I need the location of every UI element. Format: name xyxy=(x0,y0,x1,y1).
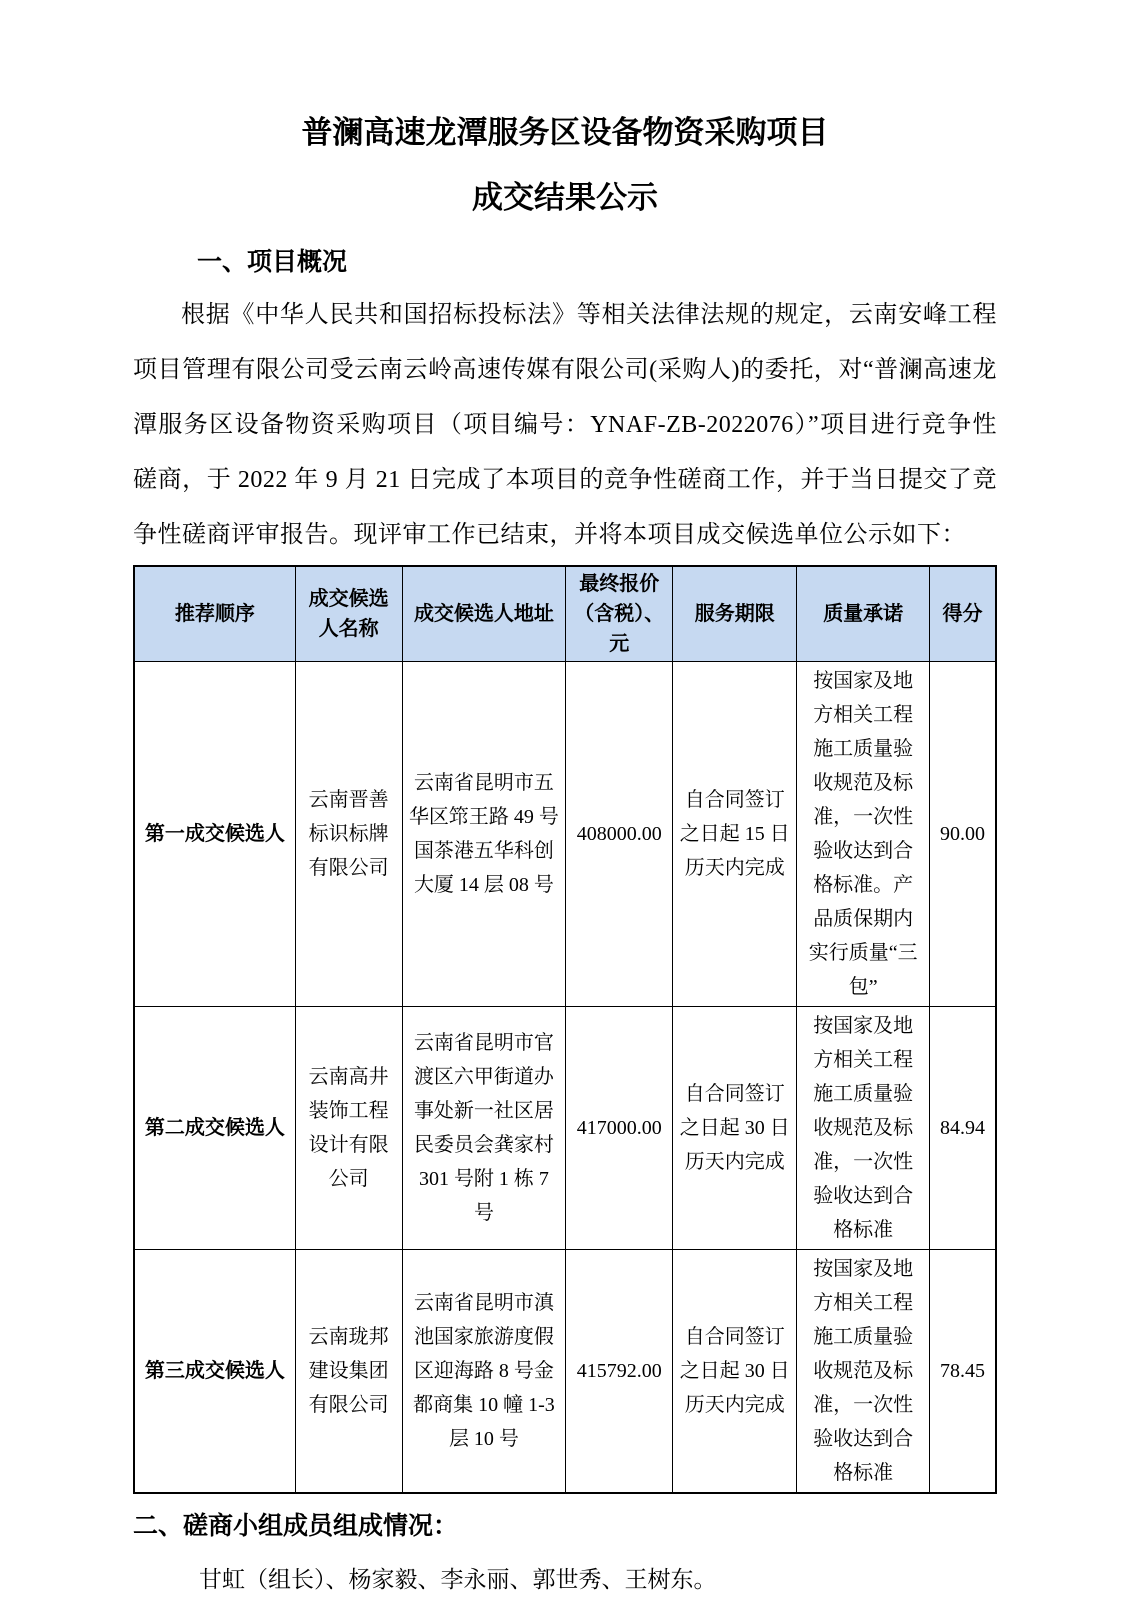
quality-promise-cell: 按国家及地方相关工程施工质量验收规范及标准，一次性验收达到合格标准 xyxy=(797,1250,930,1494)
quality-promise-cell: 按国家及地方相关工程施工质量验收规范及标准，一次性验收达到合格标准。产品质保期内实行质量“三包” xyxy=(797,662,930,1007)
column-header-final-price: 最终报价（含税）、元 xyxy=(566,566,673,662)
final-price-cell: 415792.00 xyxy=(566,1250,673,1494)
rank-cell: 第二成交候选人 xyxy=(134,1007,295,1250)
document-title-line-2: 成交结果公示 xyxy=(472,180,658,215)
final-price-cell: 417000.00 xyxy=(566,1007,673,1250)
rank-cell: 第三成交候选人 xyxy=(134,1250,295,1494)
quality-promise-cell: 按国家及地方相关工程施工质量验收规范及标准，一次性验收达到合格标准 xyxy=(797,1007,930,1250)
table-header-row xyxy=(134,566,996,662)
rank-cell: 第一成交候选人 xyxy=(134,662,295,1007)
candidate-name-cell: 云南高井装饰工程设计有限公司 xyxy=(295,1007,402,1250)
service-period-cell: 自合同签订之日起 30 日历天内完成 xyxy=(673,1250,797,1494)
score-cell: 78.45 xyxy=(930,1250,996,1494)
column-header-candidate-name: 成交候选人名称 xyxy=(295,566,402,662)
service-period-cell: 自合同签订之日起 30 日历天内完成 xyxy=(673,1007,797,1250)
results-table xyxy=(133,565,997,1494)
section-heading-panel-members: 二、磋商小组成员组成情况： xyxy=(133,1513,459,1540)
candidate-address-cell: 云南省昆明市官渡区六甲街道办事处新一社区居民委员会龚家村 301 号附 1 栋 7 号 xyxy=(402,1007,566,1250)
score-cell: 84.94 xyxy=(930,1007,996,1250)
column-header-candidate-address: 成交候选人地址 xyxy=(402,566,566,662)
column-header-rank: 推荐顺序 xyxy=(134,566,295,662)
section-heading-project-overview: 一、项目概况 xyxy=(197,249,348,276)
score-cell: 90.00 xyxy=(930,662,996,1007)
document-title xyxy=(133,100,997,230)
project-overview-paragraph: 根据《中华人民共和国招标投标法》等相关法律法规的规定，云南安峰工程项目管理有限公司受云南云岭高速传媒有限公司(采购人)的委托，对“普澜高速龙潭服务区设备物资采购项目（项目编号：YNAF-ZB-2022076）”项目进行竞争性磋商，于 2022 年 9 月 21 日完成了本项目的竞争性磋商工作，并于当日提交了竞争性磋商评审报告。现评审工作已结束，并将本项目成交候选单位公示如下： xyxy=(133,302,997,548)
table-row xyxy=(134,662,996,1007)
table-row xyxy=(134,1007,996,1250)
document-title-line-1: 普澜高速龙潭服务区设备物资采购项目 xyxy=(301,115,829,150)
candidate-address-cell: 云南省昆明市滇池国家旅游度假区迎海路 8 号金都商集 10 幢 1-3 层 10 号 xyxy=(402,1250,566,1494)
service-period-cell: 自合同签订之日起 15 日历天内完成 xyxy=(673,662,797,1007)
candidate-name-cell: 云南珑邦建设集团有限公司 xyxy=(295,1250,402,1494)
final-price-cell: 408000.00 xyxy=(566,662,673,1007)
column-header-score: 得分 xyxy=(930,566,996,662)
column-header-quality-promise: 质量承诺 xyxy=(797,566,930,662)
table-row xyxy=(134,1250,996,1494)
column-header-service-period: 服务期限 xyxy=(673,566,797,662)
candidate-address-cell: 云南省昆明市五华区筇王路 49 号国茶港五华科创大厦 14 层 08 号 xyxy=(402,662,566,1007)
candidate-name-cell: 云南晋善标识标牌有限公司 xyxy=(295,662,402,1007)
panel-members-line: 甘虹（组长）、杨家毅、李永丽、郭世秀、王树东。 xyxy=(199,1567,717,1592)
